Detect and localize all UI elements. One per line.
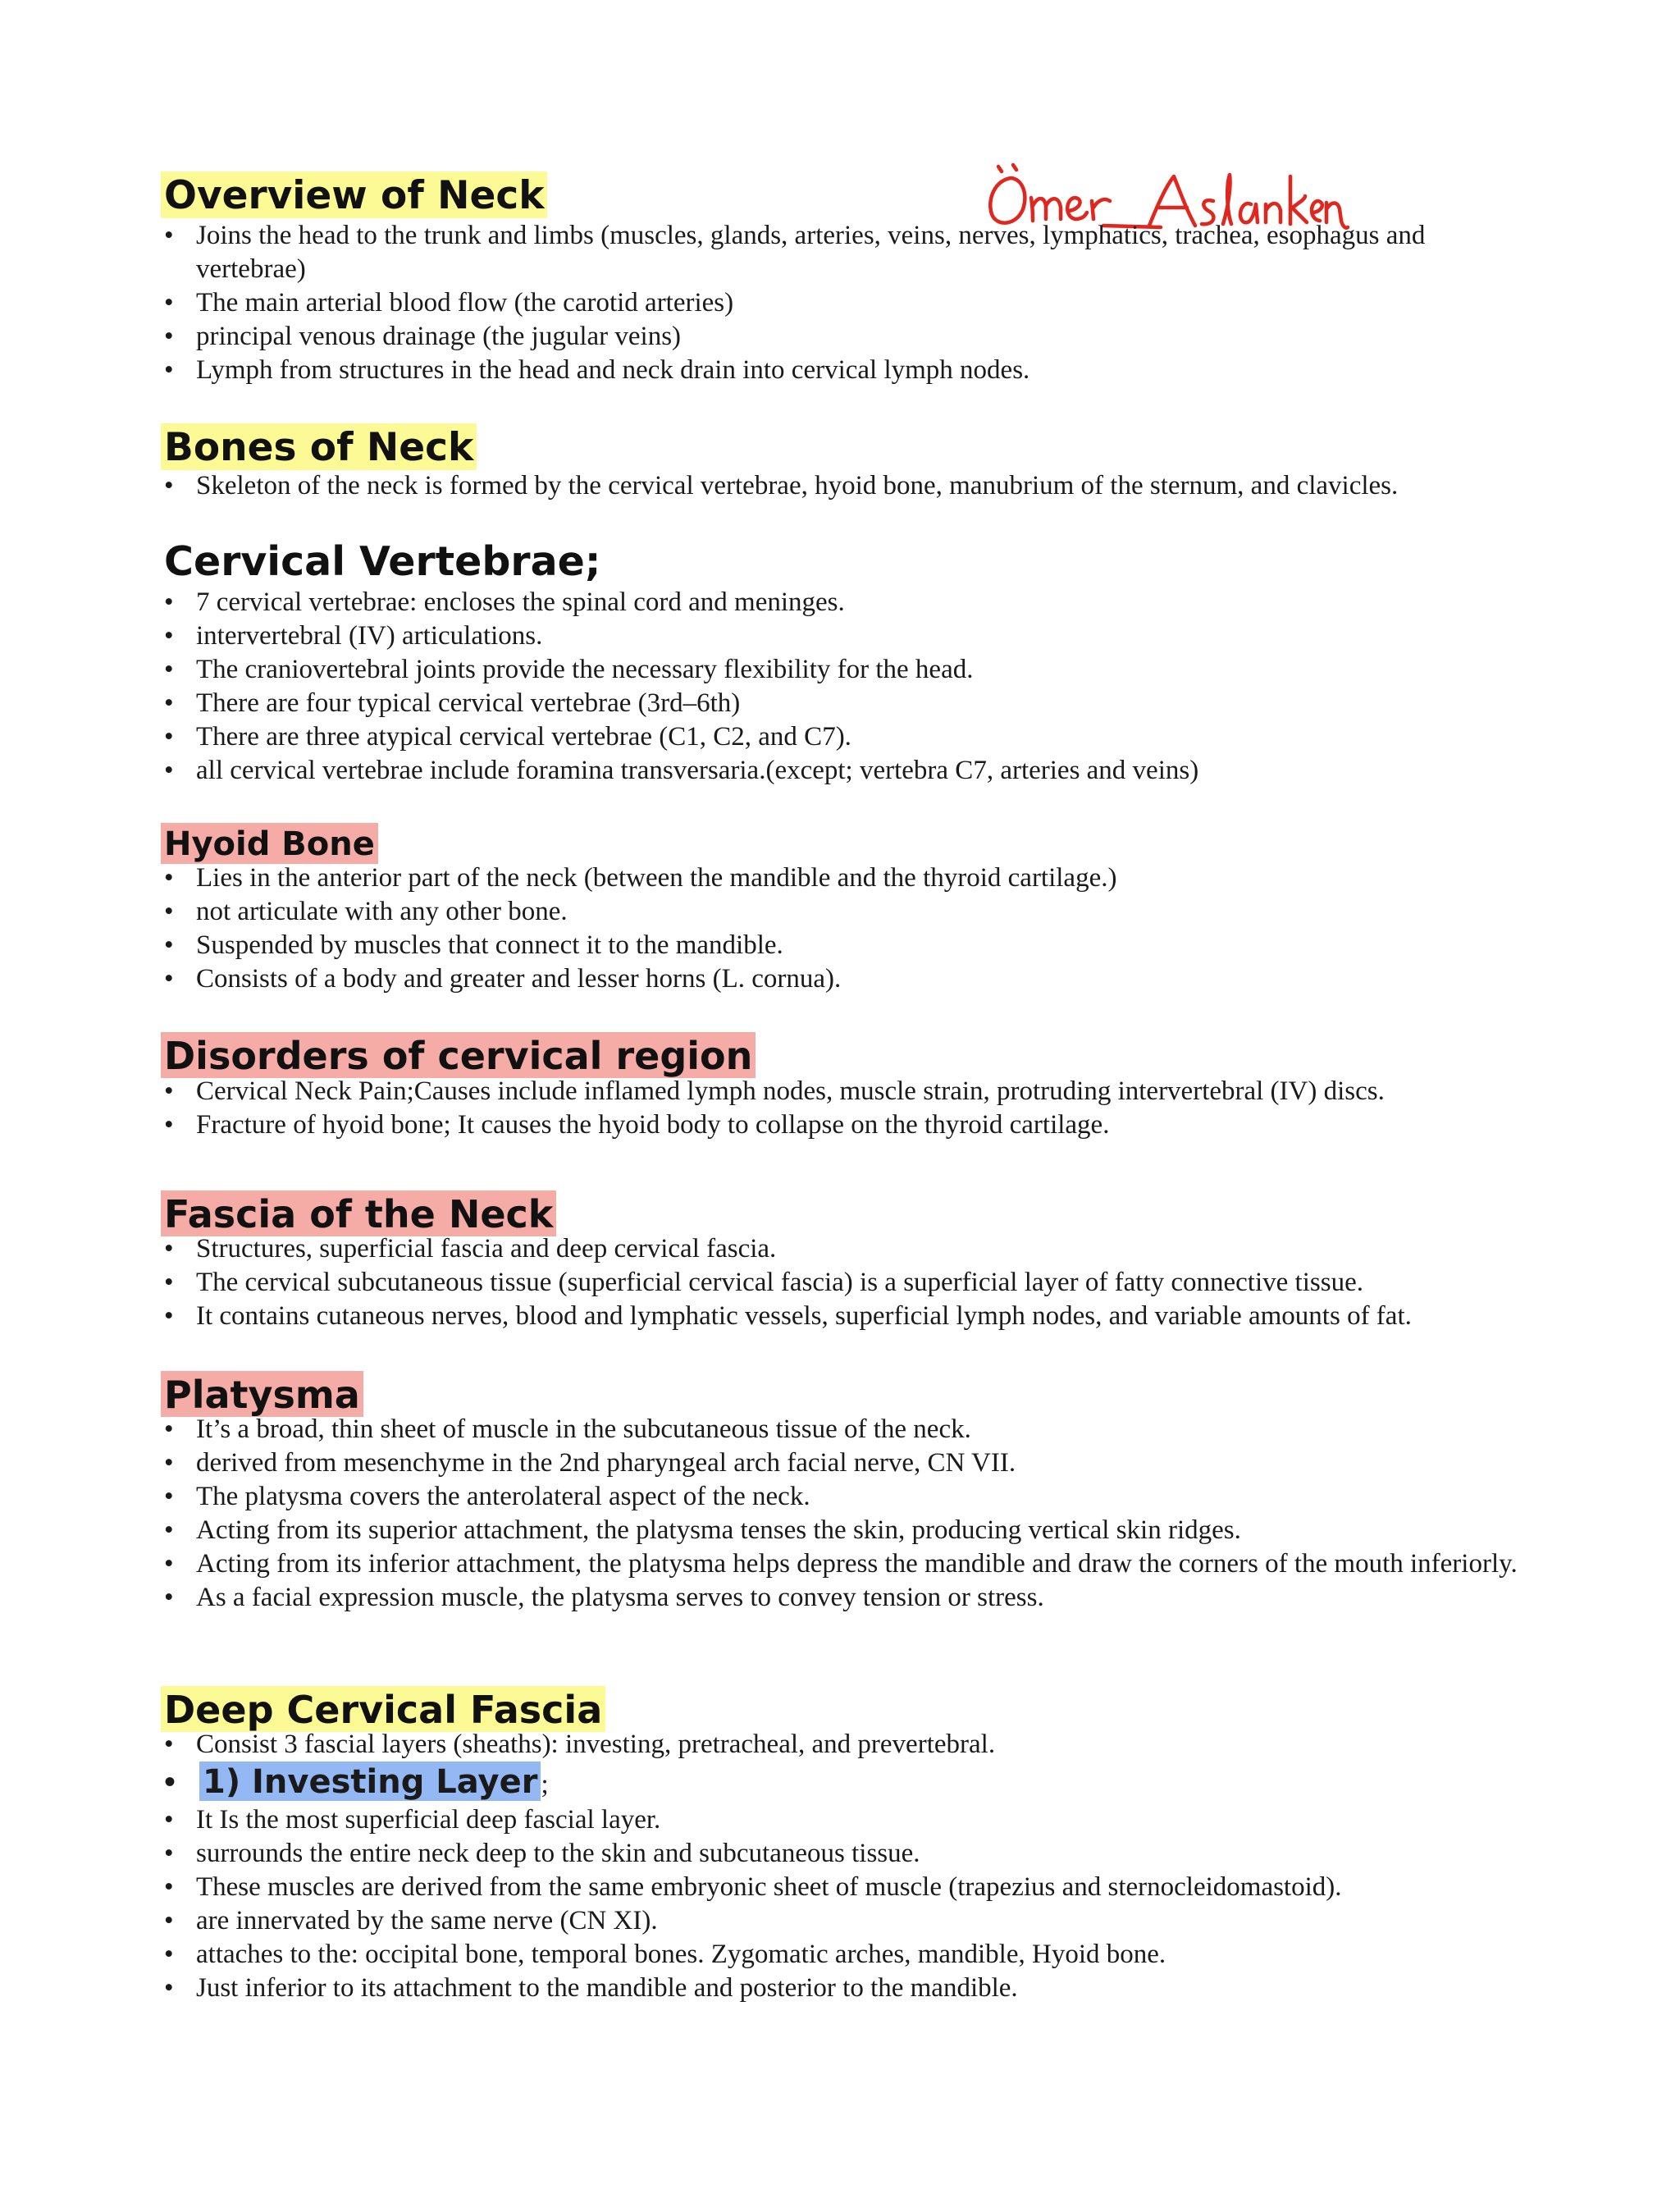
platysma-title: Platysma [161,1371,363,1417]
hyoid-heading [164,823,378,864]
list-item: • Consists of a body and greater and lesser horns (L. cornua). [164,962,1526,996]
list-item: • principal venous drainage (the jugular veins) [164,320,1526,354]
list-item: • It Is the most superficial deep fascial layer. [164,1803,1526,1837]
fascia-heading [164,1190,556,1236]
list-item: • The craniovertebral joints provide the necessary flexibility for the head. [164,653,1526,687]
list-item: • all cervical vertebrae include foramina transversaria.(except; vertebra C7, arteries and veins) [164,754,1526,788]
fascia-list [164,1232,1526,1333]
disorders-list [164,1075,1526,1142]
bones-heading [164,423,477,470]
cervical-vertebrae-list [164,586,1526,788]
bones-list [164,469,1526,503]
list-item: • Joins the head to the trunk and limbs (muscles, glands, arteries, veins, nerves, lymphatics, trachea, esophagus and vertebrae) [164,219,1526,286]
platysma-heading [164,1371,363,1417]
list-item: • surrounds the entire neck deep to the skin and subcutaneous tissue. [164,1837,1526,1871]
disorders-heading [164,1032,756,1078]
list-item: • Acting from its superior attachment, the platysma tenses the skin, producing vertical skin ridges. [164,1514,1526,1547]
hyoid-title: Hyoid Bone [161,823,378,864]
disorders-title: Disorders of cervical region [161,1032,756,1078]
overview-heading [164,171,547,218]
list-item: • There are four typical cervical vertebrae (3rd–6th) [164,687,1526,720]
deep-fascia-list [164,1728,1526,2005]
hyoid-list [164,861,1526,996]
list-item: • Structures, superficial fascia and deep cervical fascia. [164,1232,1526,1266]
list-item: • Consist 3 fascial layers (sheaths): investing, pretracheal, and prevertebral. [164,1728,1526,1762]
platysma-list [164,1413,1526,1615]
list-item: • Lymph from structures in the head and neck drain into cervical lymph nodes. [164,354,1526,387]
list-item: • There are three atypical cervical vertebrae (C1, C2, and C7). [164,720,1526,754]
list-item: • Acting from its inferior attachment, the platysma helps depress the mandible and draw the corners of the mouth inferiorly. [164,1547,1526,1581]
list-item: • As a facial expression muscle, the platysma serves to convey tension or stress. [164,1581,1526,1615]
list-item: • derived from mesenchyme in the 2nd pharyngeal arch facial nerve, CN VII. [164,1446,1526,1480]
investing-layer-title: 1) Investing Layer [199,1762,541,1801]
investing-layer-suffix: ; [541,1770,549,1799]
list-item: • It’s a broad, thin sheet of muscle in the subcutaneous tissue of the neck. [164,1413,1526,1446]
list-item: • not articulate with any other bone. [164,895,1526,929]
list-item: • Suspended by muscles that connect it to the mandible. [164,929,1526,962]
list-item: • Cervical Neck Pain;Causes include inflamed lymph nodes, muscle strain, protruding intervertebral (IV) discs. [164,1075,1526,1108]
list-item: • Skeleton of the neck is formed by the cervical vertebrae, hyoid bone, manubrium of the sternum, and clavicles. [164,469,1526,503]
fascia-title: Fascia of the Neck [161,1190,556,1236]
investing-layer-item [164,1763,1526,1803]
bones-title: Bones of Neck [161,423,477,470]
cervical-vertebrae-title: Cervical Vertebrae; [164,538,601,585]
list-item: • It contains cutaneous nerves, blood and lymphatic vessels, superficial lymph nodes, and variable amounts of fat. [164,1300,1526,1333]
list-item: • The main arterial blood flow (the carotid arteries) [164,286,1526,320]
list-item: • Lies in the anterior part of the neck (between the mandible and the thyroid cartilage.) [164,861,1526,895]
list-item: • 7 cervical vertebrae: encloses the spinal cord and meninges. [164,586,1526,619]
cervical-vertebrae-heading [164,538,601,585]
overview-list [164,219,1526,387]
overview-title: Overview of Neck [161,171,547,218]
list-item: • Just inferior to its attachment to the mandible and posterior to the mandible. [164,1972,1526,2005]
list-item: • The cervical subcutaneous tissue (superficial cervical fascia) is a superficial layer of fatty connective tissue. [164,1266,1526,1300]
deep-fascia-heading [164,1686,605,1732]
list-item: • attaches to the: occipital bone, temporal bones. Zygomatic arches, mandible, Hyoid bone. [164,1938,1526,1972]
list-item: • intervertebral (IV) articulations. [164,619,1526,653]
deep-fascia-title: Deep Cervical Fascia [161,1686,605,1732]
list-item: • Fracture of hyoid bone; It causes the hyoid body to collapse on the thyroid cartilage. [164,1108,1526,1142]
list-item: • are innervated by the same nerve (CN XI). [164,1904,1526,1938]
list-item: • These muscles are derived from the same embryonic sheet of muscle (trapezius and sternocleidomastoid). [164,1871,1526,1904]
list-item: • The platysma covers the anterolateral aspect of the neck. [164,1480,1526,1514]
